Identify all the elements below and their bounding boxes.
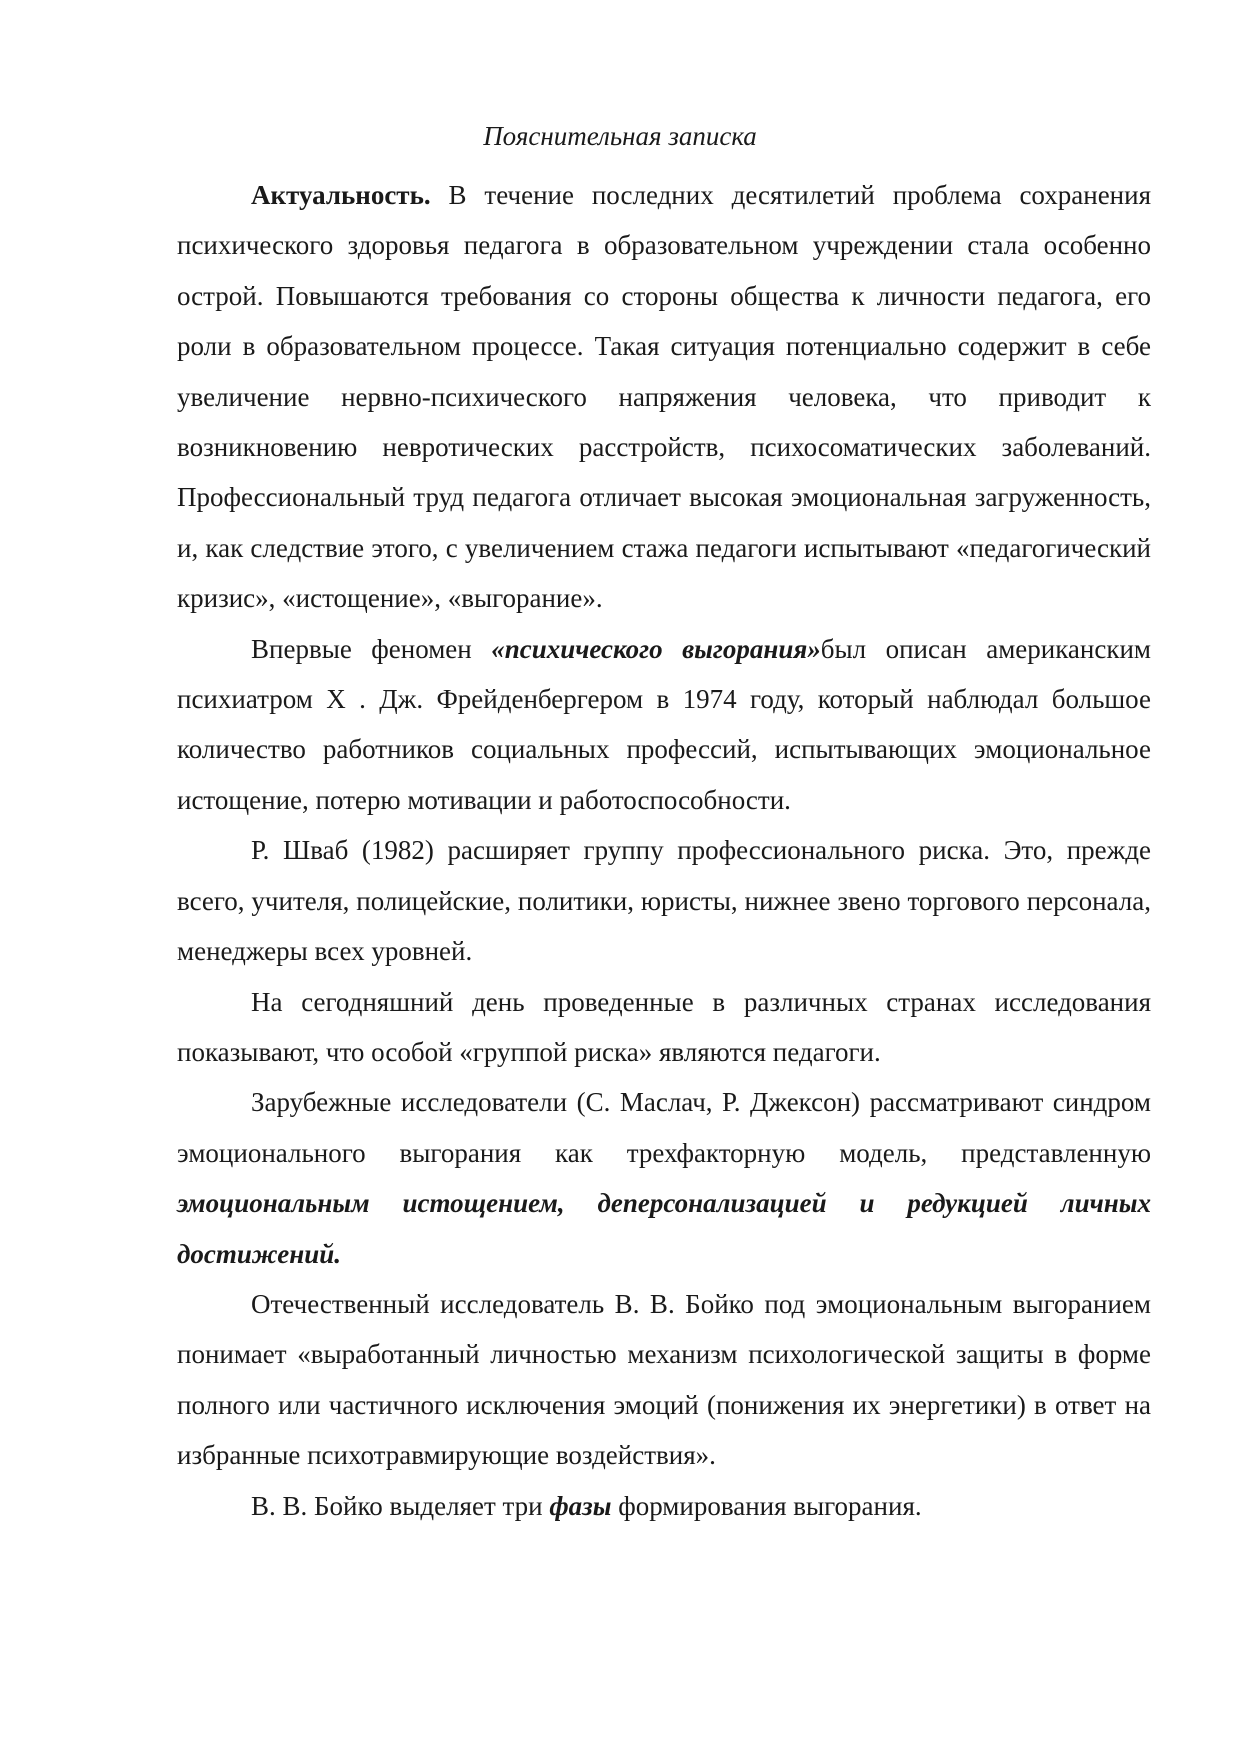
paragraph-boyko-phases	[177, 1481, 1151, 1531]
document-body	[177, 170, 1151, 1531]
relevance-label: Актуальность.	[251, 180, 431, 210]
phases-after: формирования выгорания.	[611, 1490, 922, 1521]
paragraph-relevance	[177, 170, 1151, 624]
maslach-before: Зарубежные исследователи (С. Маслач, Р. Джексон) рассматривают синдром эмоционального выгорания как трехфакторную модель, представленную	[177, 1087, 1151, 1168]
paragraph-burnout-origin	[177, 624, 1151, 826]
burnout-origin-before: Впервые феномен	[251, 633, 492, 664]
relevance-text: В течение последних десятилетий проблема сохранения психического здоровья педагога в образовательном учреждении стала особенно острой. Повышаются требования со стороны общества к личности педагога, его роли в образовательном процессе. Такая ситуация потенциально содержит в себе увеличение нервно-психического напряжения человека, что приводит к возникновению невротических расстройств, психосоматических заболеваний. Профессиональный труд педагога отличает высокая эмоциональная загруженность, и, как следствие этого, с увеличением стажа педагоги испытывают «педагогический кризис», «истощение», «выгорание».	[177, 180, 1151, 614]
burnout-origin-after: был описан американским психиатром Х . Дж. Фрейденбергером в 1974 году, который наблюдал большое количество работников социальных профессий, испытывающих эмоциональное истощение, потерю мотивации и работоспособности.	[177, 633, 1151, 815]
paragraph-schwab: Р. Шваб (1982) расширяет группу профессионального риска. Это, прежде всего, учителя, полицейские, политики, юристы, нижнее звено торгового персонала, менеджеры всех уровней.	[177, 835, 1151, 967]
paragraph-boyko-definition: Отечественный исследователь В. В. Бойко под эмоциональным выгоранием понимает «выработанный личностью механизм психологической защиты в форме полного или частичного исключения эмоций (понижения их энергетики) в ответ на избранные психотравмирующие воздействия».	[177, 1288, 1151, 1471]
phases-term: фазы	[549, 1490, 612, 1521]
paragraph-risk-group: На сегодняшний день проведенные в различных странах исследования показывают, что особой «группой риска» являются педагоги.	[177, 986, 1151, 1067]
document-title: Пояснительная записка	[483, 121, 757, 151]
phases-before: В. В. Бойко выделяет три	[251, 1490, 550, 1521]
paragraph-maslach	[177, 1077, 1151, 1279]
burnout-term: «психического выгорания»	[491, 633, 821, 664]
maslach-terms: эмоциональным истощением, деперсонализацией и редукцией личных достижений.	[177, 1188, 1151, 1269]
